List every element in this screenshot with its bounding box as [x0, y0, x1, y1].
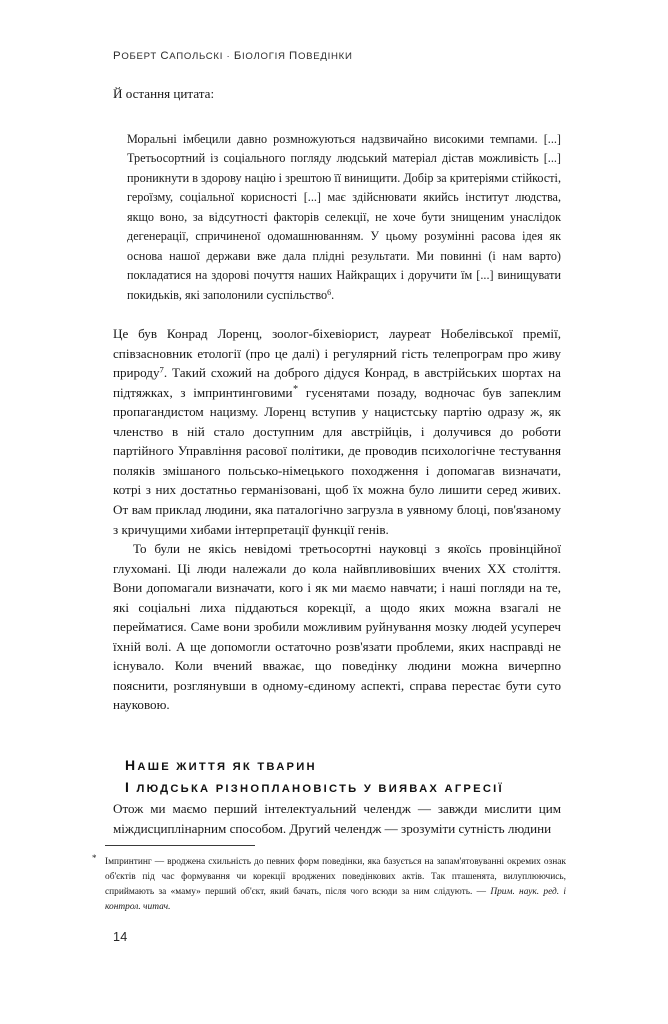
running-head — [113, 50, 353, 62]
blockquote-text: Моральні імбецили давно розмножуються надзвичайно високими темпами. [...] Третьосортний із соціального погляду людський матеріал дістав можливість [...] проникнути в здорову націю і зрештою її винищити. Добір за критеріями стійкості, героїзму, соціальної корисності [...] має здійснювати якийсь інститут людства, якщо воно, за відсутності факторів селекції, не хоче бути знищеним унаслідок дегенерації, спричиненої одомашнюванням. У цьому розумінні расова ідея як основа нашої держави вже дала плідні результати. Ми повинні (і нам варто) покладатися на здорові почуття наших Найкращих і доручити їм [...] винищувати покидьків, які заполонили суспільство$^6$. — [127, 131, 561, 302]
footnote-attribution: Прим. наук. ред. і контрол. читач. — [105, 887, 566, 913]
paragraph-lorenz-part2: . Такий схожий на доброго дідуся Конрад, в австрійських шортах на підтяжках, з імпринтинговими — [113, 365, 561, 400]
blockquote-footnote-ref[interactable]: 6 — [327, 287, 332, 297]
text-column — [113, 78, 561, 838]
section-heading — [125, 755, 561, 799]
blockquote — [127, 130, 561, 306]
footnote-text-main: Імпринтинг — вроджена схильність до певних форм поведінки, яка базується на запам'ятовуванні окремих ознак об'єктів під час формування чи корекції вроджених поведінкових актів. Так пташенята, вилуплюючись, сприймають за «маму» перший об'єкт, який бачать, після чого всюди за ним слідують. — — [105, 857, 566, 898]
page-number: 14 — [113, 930, 128, 944]
paragraph-challenge: Отож ми маємо перший інтелектуальний челендж — завжди мислити цим міждисциплінарним способом. Другий челендж — зрозуміти сутність людини — [113, 800, 561, 836]
footnote-rule — [105, 845, 255, 846]
section-heading-line-2: І ЛЮДСЬКА РІЗНОПЛАНОВІСТЬ У ВИЯВАХ АГРЕСІЇ — [125, 778, 504, 795]
footnote-text — [88, 845, 566, 915]
footnote-marker: * — [92, 853, 97, 863]
paragraph-lorenz-asterisk-ref[interactable]: * — [293, 384, 299, 396]
paragraph-lorenz-part3: гусенятами позаду, водночас був запеклим пропагандистом нацизму. Лоренц вступив у нацистську партію одразу ж, як членство в ній стало доступним для австрійців, і долучився до роботи партійного Управління расової політики, де проводив психологічне тестування поляків змішаного польсько-німецького походження і допомагав визначати, котрі з них достатньо германізовані, щоб їх можна було лишити серед живих. От вам приклад людини, яка паталогічно загрузла в уявному блоці, пов'язаному з кричущими хибами інтерпретації функції генів. — [113, 384, 561, 537]
footnote-block — [88, 845, 566, 915]
paragraph-lorenz-footnote-ref[interactable]: 7 — [159, 364, 164, 375]
blockquote-body: Моральні імбецили давно розмножуються надзвичайно високими темпами. [...] Третьосортний із соціального погляду людський матеріал дістав можливість [...] проникнути в здорову націю і зрештою її винищити. Добір за критеріями стійкості, героїзму, соціальної корисності [...] має здійснювати якийсь інститут людства, якщо воно, за відсутності факторів селекції, не хоче бути знищеним унаслідок дегенерації, спричиненої одомашнюванням. У цьому розумінні расова ідея як основа нашої держави вже дала плідні результати. Ми повинні (і нам варто) покладатися на здорові почуття наших Найкращих і доручити їм [...] винищувати покидьків, які заполонили суспільство — [127, 131, 561, 302]
lead-paragraph: Й остання цитата: — [113, 86, 215, 101]
section-heading-line-1: НАШЕ ЖИТТЯ ЯК ТВАРИН — [125, 756, 317, 773]
running-head-text: РОБЕРТ САПОЛЬСКІ · БІОЛОГІЯ ПОВЕДІНКИ — [113, 50, 353, 62]
paragraph-scientists: То були не якісь невідомі третьосортні науковці з якоїсь провінційної глухомані. Ці люди належали до кола найвпливовіших вчених XX століття. Вони допомагали визначати, кого і як ми маємо навчати; і наші погляди на те, які соціальні лиха піддаються корекції, а щодо яких можна взагалі не перейматися. Саме вони зробили можливим руйнування мозку людей усупереч їхній волі. А ще допомогли остаточно розв'язати проблеми, яких насправді не існувало. Коли вчений вважає, що поведінку людини можна вичерпно пояснити, розглянувши в одному-єдиному аспекті, справа перестає бути суто науковою. — [113, 541, 561, 713]
paragraph-lorenz — [113, 324, 561, 539]
paragraph-lorenz-part1: Це був Конрад Лоренц, зоолог-біхевіорист, лауреат Нобелівської премії, співзасновник етології (про це далі) і регулярний гість телепрограм про живу природу — [113, 326, 561, 381]
